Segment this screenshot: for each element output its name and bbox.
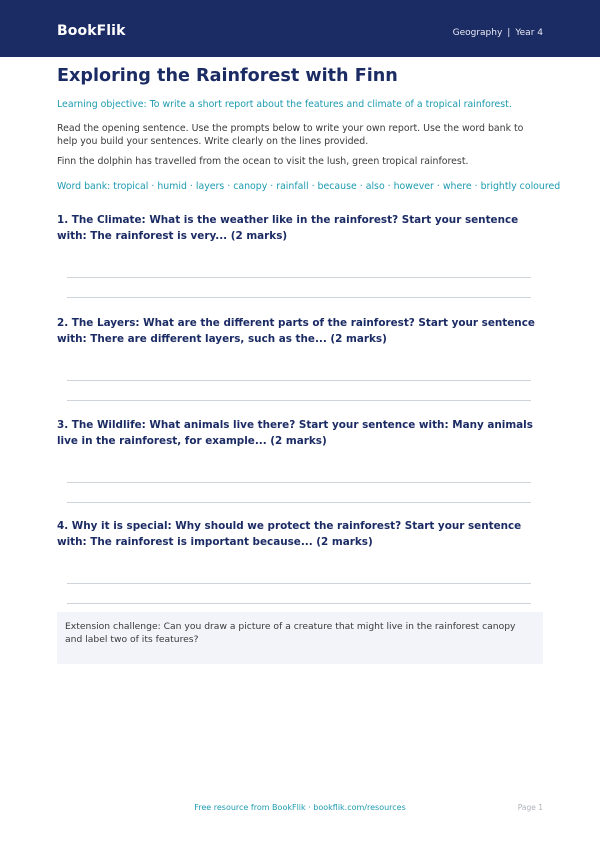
question-2: 2. The Layers: What are the different parts of the rainforest? Start your sentence with: There are different layers, such as the... (2 marks) bbox=[57, 317, 535, 345]
subject-label: Geography bbox=[452, 28, 503, 38]
footer-link[interactable]: Free resource from BookFlik · bookflik.com/resources bbox=[194, 803, 406, 812]
extension-challenge: Extension challenge: Can you draw a picture of a creature that might live in the rainforest canopy and label two of its features? bbox=[57, 612, 543, 664]
question-4: 4. Why it is special: Why should we protect the rainforest? Start your sentence with: The rainforest is important because... (2 marks) bbox=[57, 520, 522, 548]
answer-line[interactable] bbox=[67, 277, 531, 278]
year-label: Year 4 bbox=[515, 28, 543, 38]
intro-sentence: Finn the dolphin has travelled from the ocean to visit the lush, green tropical rainforest. bbox=[57, 156, 469, 167]
subject-year bbox=[453, 28, 543, 38]
page-number: Page 1 bbox=[517, 803, 543, 812]
answer-line[interactable] bbox=[67, 603, 531, 604]
answer-line[interactable] bbox=[67, 380, 531, 381]
page-header bbox=[0, 0, 600, 57]
question-1: 1. The Climate: What is the weather like in the rainforest? Start your sentence with: The rainforest is very... (2 marks) bbox=[57, 214, 519, 242]
page-title: Exploring the Rainforest with Finn bbox=[57, 66, 398, 86]
question-3: 3. The Wildlife: What animals live there? Start your sentence with: Many animals live in the rainforest, for example... (2 marks) bbox=[57, 419, 533, 447]
learning-objective: Learning objective: To write a short report about the features and climate of a tropical rainforest. bbox=[57, 99, 512, 110]
worksheet-intro bbox=[57, 66, 561, 193]
instructions: Read the opening sentence. Use the prompts below to write your own report. Use the word bank to help you build your sentences. Write clearly on the lines provided. bbox=[57, 123, 524, 147]
answer-line[interactable] bbox=[67, 482, 531, 483]
answer-line[interactable] bbox=[67, 583, 531, 584]
meta-separator: | bbox=[507, 28, 511, 38]
word-bank: Word bank: tropical · humid · layers · canopy · rainfall · because · also · however · where · brightly coloured bbox=[57, 181, 561, 192]
answer-line[interactable] bbox=[67, 297, 531, 298]
answer-line[interactable] bbox=[67, 502, 531, 503]
brand-logo: BookFlik bbox=[57, 23, 126, 39]
answer-line[interactable] bbox=[67, 400, 531, 401]
